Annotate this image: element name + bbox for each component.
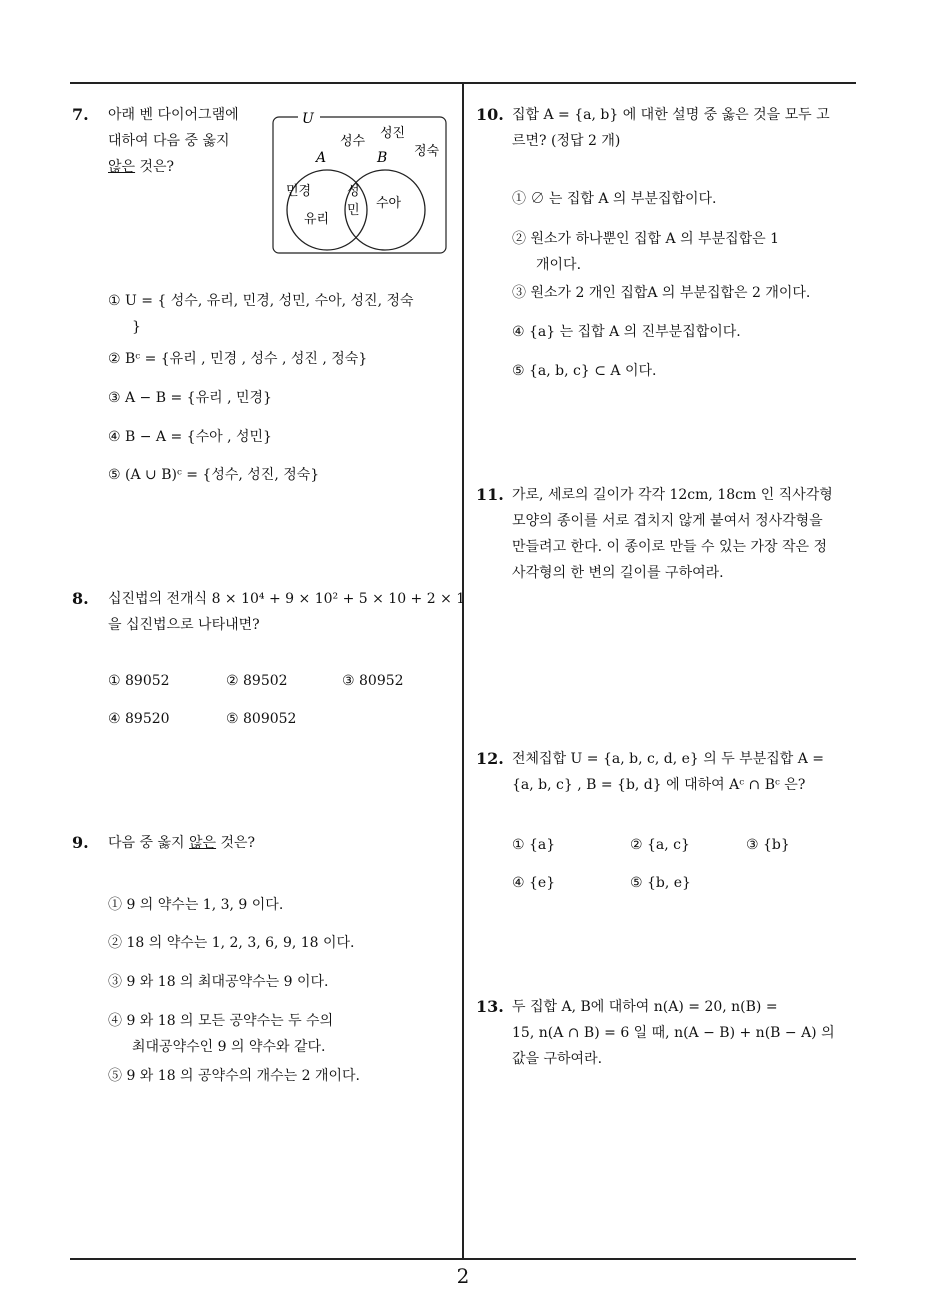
question-9 <box>72 830 457 1100</box>
option-2-continued: 개이다. <box>536 257 582 273</box>
venn-diagram <box>272 112 448 256</box>
option-2[interactable]: ② {a, c} <box>630 837 690 853</box>
option-3[interactable]: ③ 9 와 18 의 최대공약수는 9 이다. <box>108 974 329 990</box>
element-label: 성 <box>347 184 360 199</box>
label-U: U <box>302 112 314 127</box>
question-11 <box>476 482 861 592</box>
element-label: 성수 <box>340 134 366 149</box>
label-A: A <box>316 150 327 166</box>
option-1[interactable]: ① ∅ 는 집합 A 의 부분집합이다. <box>512 191 717 207</box>
option-3[interactable]: ③ {b} <box>746 837 790 853</box>
question-text: 가로, 세로의 길이가 각각 12cm, 18cm 인 직사각형 모양의 종이를 서로 겹치지 않게 붙여서 정사각형을 만들려고 한다. 이 종이로 만들 수 있는 가장 작은 정 사각형의 한 변의 길이를 구하여라. <box>512 487 833 581</box>
element-label: 유리 <box>304 212 330 227</box>
option-5[interactable]: ⑤ (A ∪ B)ᶜ = {성수, 성진, 정숙} <box>108 467 320 483</box>
option-2[interactable]: ② 원소가 하나뿐인 집합 A 의 부분집합은 1 <box>512 231 780 247</box>
option-3[interactable]: ③ 원소가 2 개인 집합A 의 부분집합은 2 개이다. <box>512 285 811 301</box>
question-13 <box>476 994 861 1084</box>
question-number: 12. <box>476 749 504 768</box>
element-label: 민 <box>347 203 360 218</box>
option-5[interactable]: ⑤ {a, b, c} ⊂ A 이다. <box>512 363 657 379</box>
option-5[interactable]: ⑤ {b, e} <box>630 875 691 891</box>
option-1[interactable]: ① {a} <box>512 837 556 853</box>
question-7 <box>72 102 452 492</box>
question-text: 집합 A = {a, b} 에 대한 설명 중 옳은 것을 모두 고 르면? (정답 2 개) <box>512 107 830 149</box>
option-5[interactable]: ⑤ 809052 <box>226 711 297 727</box>
question-number: 8. <box>72 589 89 608</box>
option-5[interactable]: ⑤ 9 와 18 의 공약수의 개수는 2 개이다. <box>108 1068 360 1084</box>
question-8 <box>72 586 466 736</box>
option-1[interactable]: ① U = { 성수, 유리, 민경, 성민, 수아, 성진, 정숙 <box>108 293 414 309</box>
question-text: 전체집합 U = {a, b, c, d, e} 의 두 부분집합 A = {a, b, c} , B = {b, d} 에 대하여 Aᶜ ∩ Bᶜ 은? <box>512 751 825 793</box>
option-2[interactable]: ② 89502 <box>226 673 288 689</box>
question-number: 13. <box>476 997 504 1016</box>
option-2[interactable]: ② 18 의 약수는 1, 2, 3, 6, 9, 18 이다. <box>108 935 355 951</box>
page-number: 2 <box>456 1264 470 1288</box>
element-label: 성진 <box>380 126 406 141</box>
element-label: 수아 <box>376 196 402 211</box>
option-3[interactable]: ③ 80952 <box>342 673 404 689</box>
option-4[interactable]: ④ 9 와 18 의 모든 공약수는 두 수의 <box>108 1013 334 1029</box>
element-label: 민경 <box>286 184 312 199</box>
question-text: 아래 벤 다이어그램에 대하여 다음 중 옳지 않은 것은? <box>108 107 239 175</box>
question-number: 11. <box>476 485 504 504</box>
question-10 <box>476 102 861 392</box>
option-4[interactable]: ④ {a} 는 집합 A 의 진부분집합이다. <box>512 324 741 340</box>
element-label: 정숙 <box>414 144 440 159</box>
option-4[interactable]: ④ B − A = {수아 , 성민} <box>108 429 272 445</box>
question-text: 십진법의 전개식 8 × 10⁴ + 9 × 10² + 5 × 10 + 2 × 1 을 십진법으로 나타내면? <box>108 591 466 633</box>
option-1[interactable]: ① 89052 <box>108 673 170 689</box>
option-1-continued: } <box>132 319 141 335</box>
question-12 <box>476 746 861 906</box>
option-1[interactable]: ① 9 의 약수는 1, 3, 9 이다. <box>108 897 284 913</box>
question-text: 다음 중 옳지 않은 것은? <box>108 835 256 851</box>
question-number: 7. <box>72 105 89 124</box>
label-B: B <box>377 150 388 166</box>
column-divider <box>462 82 464 1260</box>
option-4[interactable]: ④ 89520 <box>108 711 170 727</box>
bottom-rule <box>70 1258 856 1260</box>
question-text: 두 집합 A, B에 대하여 n(A) = 20, n(B) = 15, n(A ∩ B) = 6 일 때, n(A − B) + n(B − A) 의 값을 구하여라. <box>512 999 835 1067</box>
question-number: 10. <box>476 105 504 124</box>
option-2[interactable]: ② Bᶜ = {유리 , 민경 , 성수 , 성진 , 정숙} <box>108 351 368 367</box>
option-4[interactable]: ④ {e} <box>512 875 556 891</box>
option-3[interactable]: ③ A − B = {유리 , 민경} <box>108 390 272 406</box>
option-4-continued: 최대공약수인 9 의 약수와 같다. <box>132 1039 326 1055</box>
question-number: 9. <box>72 833 89 852</box>
